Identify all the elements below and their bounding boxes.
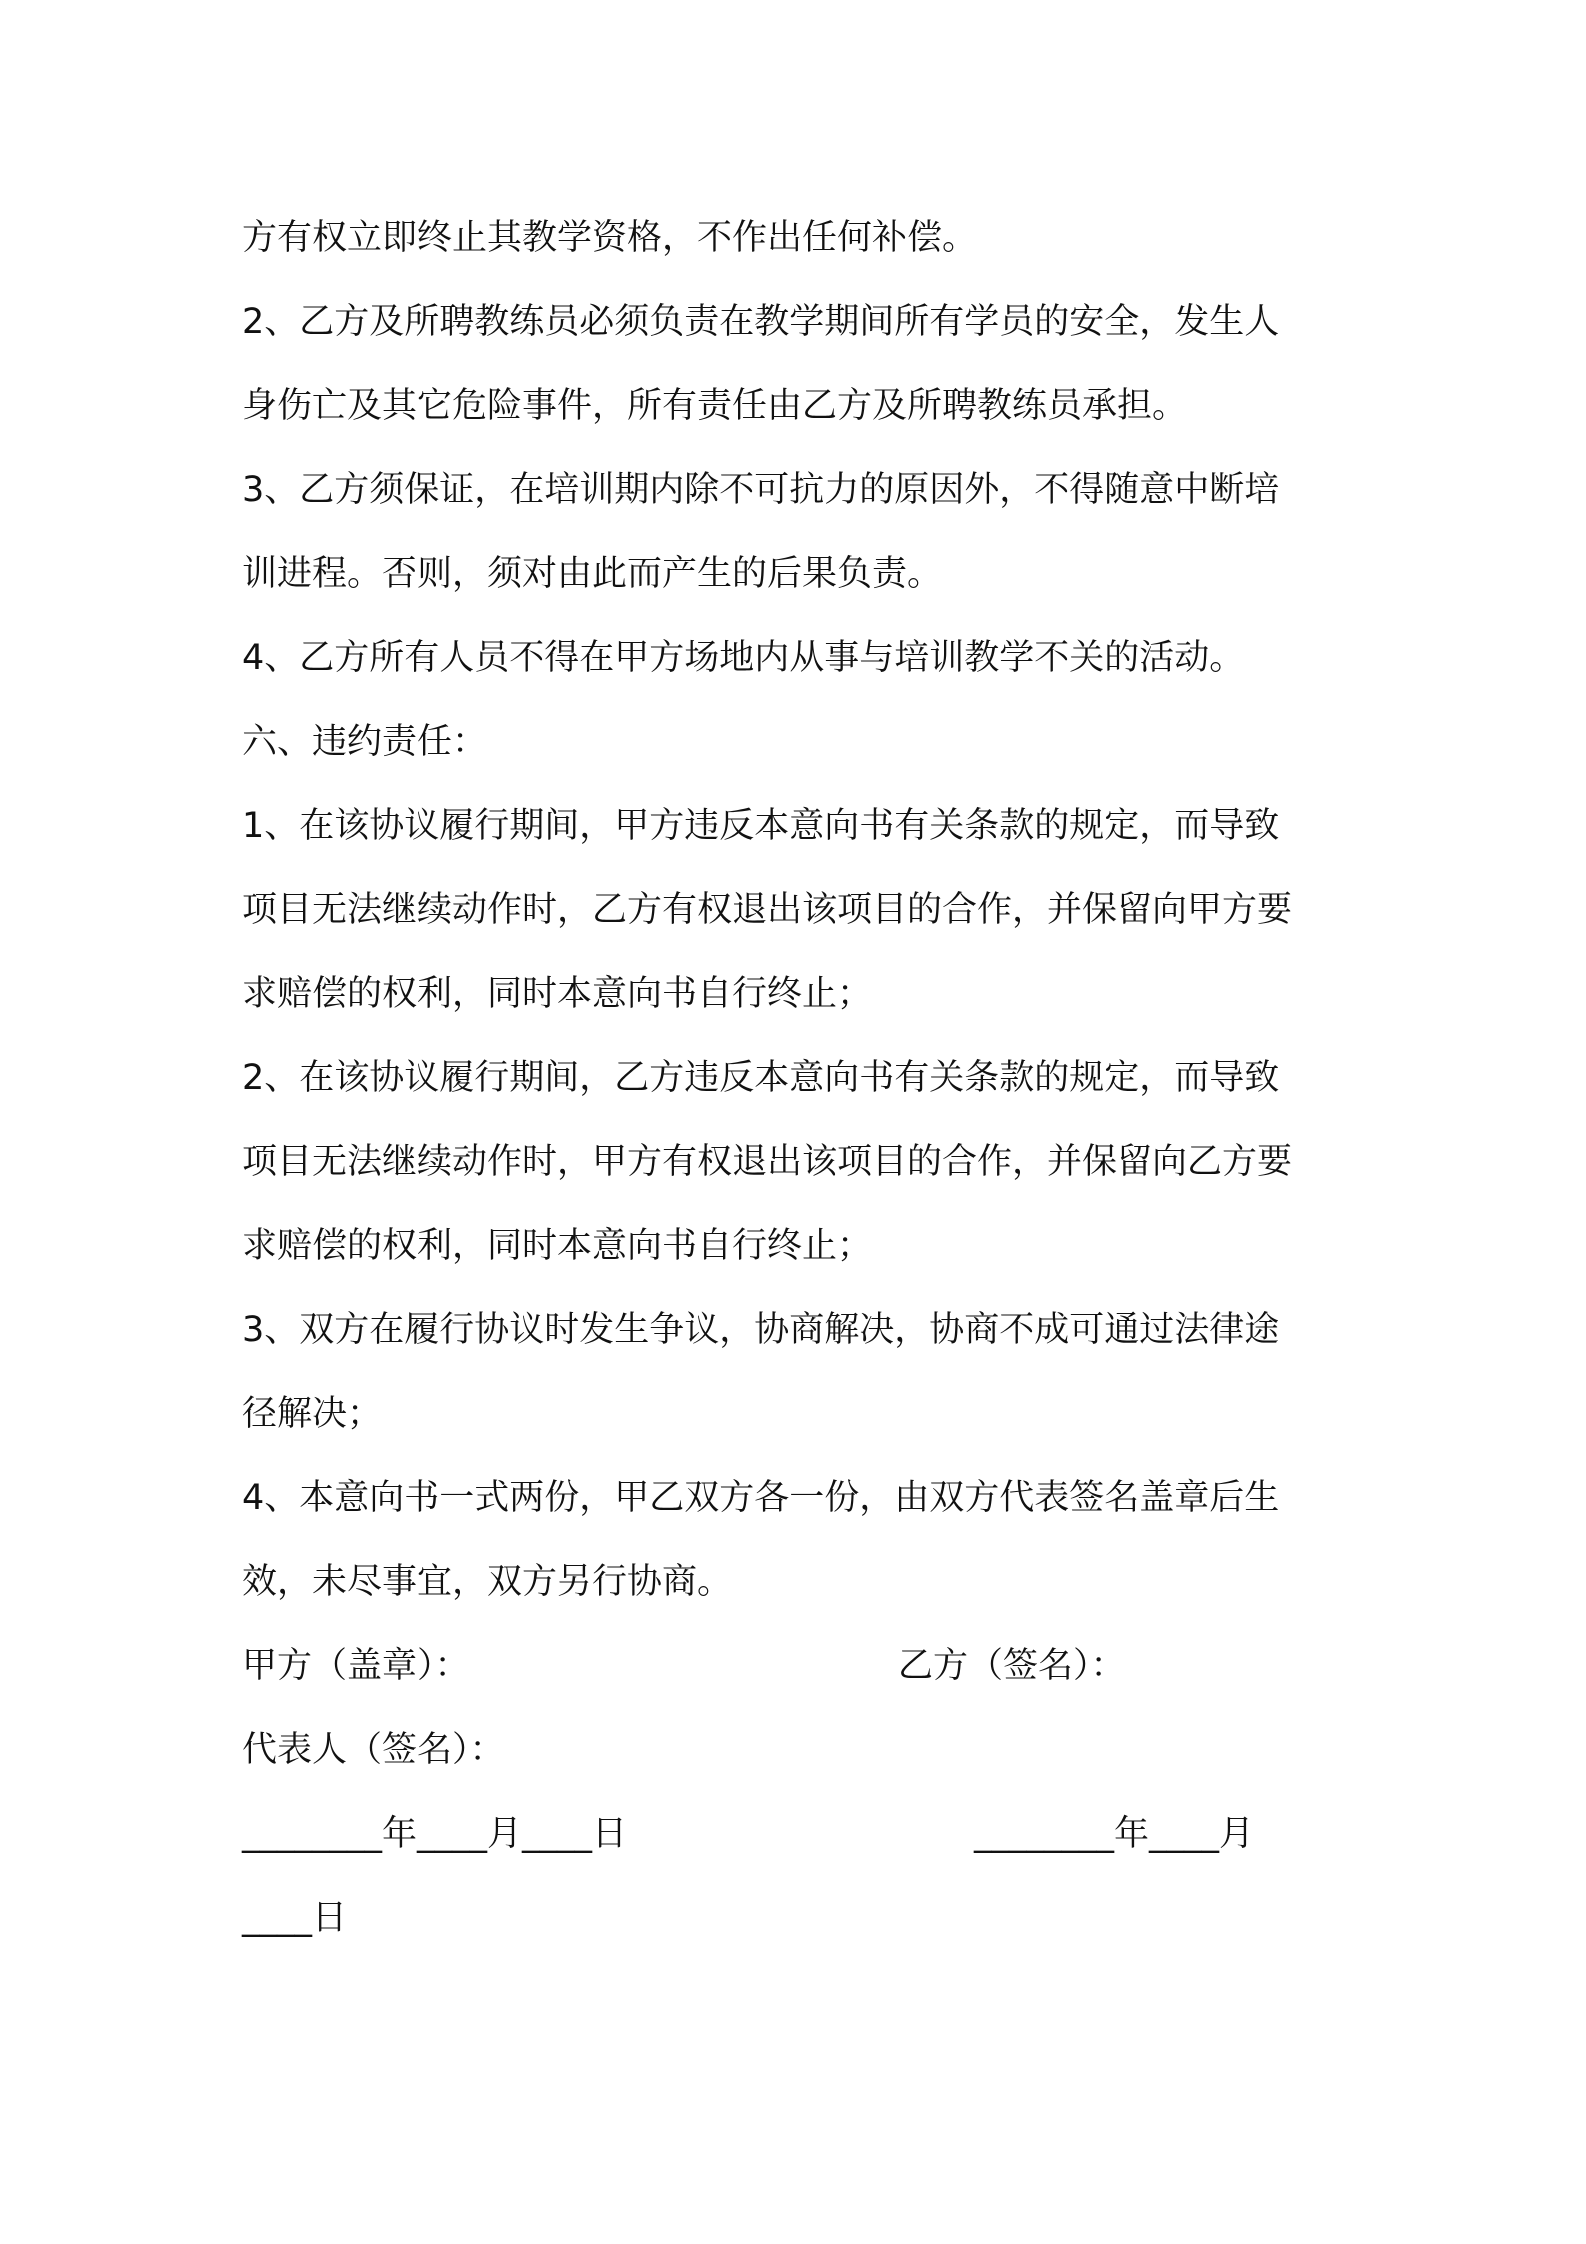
representative-label: 代表人（签名）： (242, 1730, 505, 1770)
section-heading: 六、违约责任： (242, 722, 488, 762)
paragraph-line: 求赔偿的权利，同时本意向书自行终止； (242, 974, 873, 1014)
date-left: ________年____月____日 (242, 1814, 628, 1854)
date-wrap-row (242, 1876, 1350, 1960)
paragraph-line: 项目无法继续动作时，乙方有权退出该项目的合作，并保留向甲方要 (242, 890, 1293, 930)
paragraph-line: 3、乙方须保证，在培训期内除不可抗力的原因外，不得随意中断培 (242, 470, 1280, 510)
party-b-label: 乙方（签名）： (898, 1646, 1126, 1686)
paragraph-line: 3、双方在履行协议时发生争议，协商解决，协商不成可通过法律途 (242, 1310, 1280, 1350)
paragraph-line: 项目无法继续动作时，甲方有权退出该项目的合作，并保留向乙方要 (242, 1142, 1293, 1182)
paragraph-line: 身伤亡及其它危险事件，所有责任由乙方及所聘教练员承担。 (242, 386, 1188, 426)
representative-row (242, 1708, 1350, 1792)
paragraph-line: 4、本意向书一式两份，甲乙双方各一份，由双方代表签名盖章后生 (242, 1478, 1280, 1518)
paragraph-line: 径解决； (242, 1394, 383, 1434)
date-wrap: ____日 (242, 1898, 348, 1938)
paragraph-line: 训进程。否则，须对由此而产生的后果负责。 (242, 554, 943, 594)
date-right: ________年____月 (974, 1814, 1255, 1854)
signature-row (242, 1624, 1350, 1708)
document-body (242, 196, 1350, 1960)
paragraph-line: 效，未尽事宜，双方另行协商。 (242, 1562, 733, 1602)
paragraph-line: 2、乙方及所聘教练员必须负责在教学期间所有学员的安全，发生人 (242, 302, 1280, 342)
paragraph-line: 1、在该协议履行期间，甲方违反本意向书有关条款的规定，而导致 (242, 806, 1280, 846)
paragraph-line: 求赔偿的权利，同时本意向书自行终止； (242, 1226, 873, 1266)
party-a-label: 甲方（盖章）： (242, 1646, 470, 1686)
paragraph-line: 4、乙方所有人员不得在甲方场地内从事与培训教学不关的活动。 (242, 638, 1245, 678)
paragraph-line: 方有权立即终止其教学资格，不作出任何补偿。 (242, 218, 978, 258)
date-row (242, 1792, 1350, 1876)
paragraph-line: 2、在该协议履行期间，乙方违反本意向书有关条款的规定，而导致 (242, 1058, 1280, 1098)
